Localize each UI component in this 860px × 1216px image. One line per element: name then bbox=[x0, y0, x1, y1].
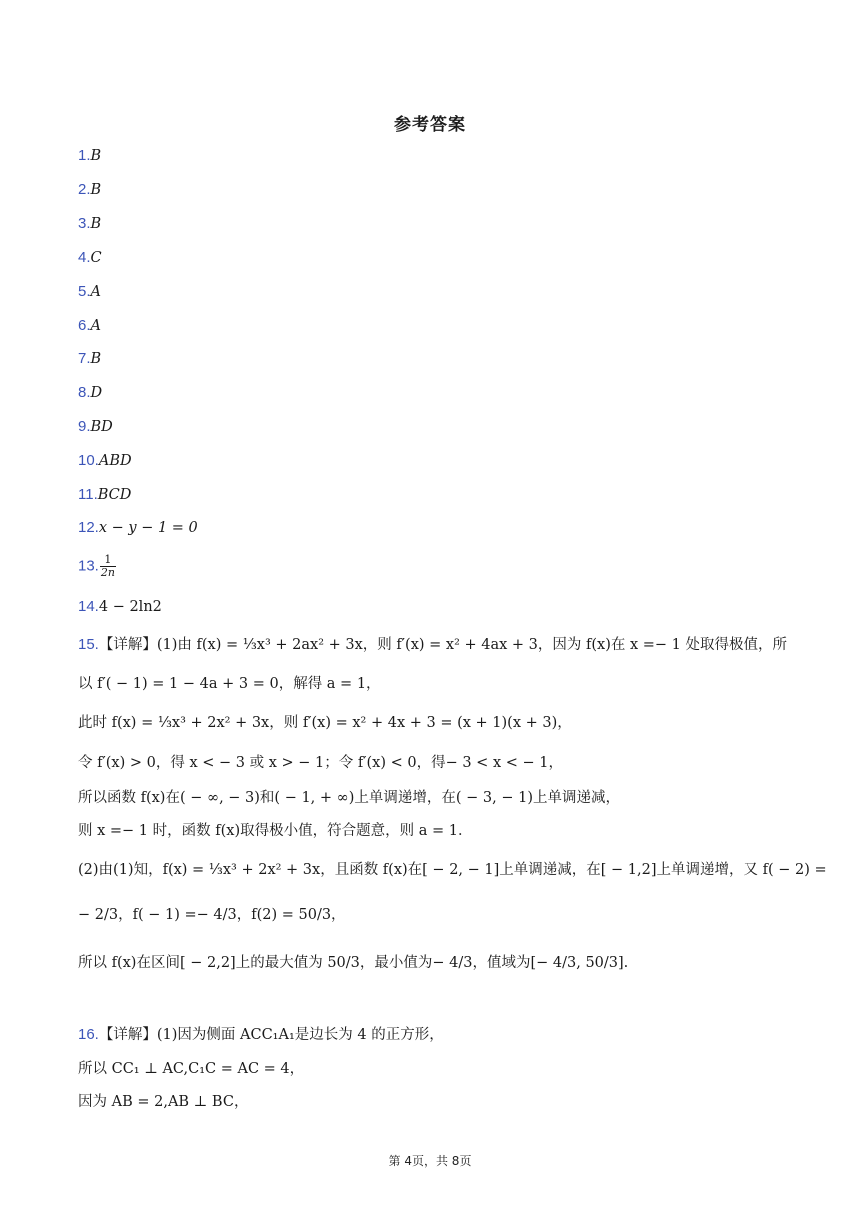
answer-item bbox=[78, 597, 162, 617]
q15-text: 【详解】(1)由 f(x) = ⅓x³ + 2ax² + 3x，则 f′(x) = x² + 4ax + 3，因为 f(x)在 x =− 1 处取得极值，所 bbox=[98, 637, 788, 653]
answer-number: 7. bbox=[78, 350, 91, 367]
answer-value: B bbox=[90, 216, 102, 232]
answer-item bbox=[78, 282, 101, 302]
answer-item bbox=[78, 485, 131, 505]
answer-number: 11. bbox=[78, 486, 98, 503]
answer-number: 10. bbox=[78, 452, 99, 469]
answer-item bbox=[78, 518, 198, 538]
answer-number: 3. bbox=[78, 215, 91, 232]
answer-item bbox=[78, 146, 101, 166]
answer-item bbox=[78, 383, 102, 403]
q16-text: 【详解】(1)因为侧面 ACC₁A₁是边长为 4 的正方形， bbox=[98, 1027, 444, 1043]
answer-number: 8. bbox=[78, 384, 91, 401]
answer-value: A bbox=[90, 284, 101, 300]
q15-line: 所以函数 f(x)在( − ∞, − 3)和( − 1, + ∞)上单调递增，在( − 3, − 1)上单调递减， bbox=[78, 790, 620, 806]
q16-line: 所以 CC₁ ⊥ AC,C₁C = AC = 4， bbox=[78, 1061, 305, 1077]
answer-item bbox=[78, 554, 116, 579]
answer-item bbox=[78, 180, 101, 200]
q16-line bbox=[78, 1024, 444, 1046]
answer-number: 14. bbox=[78, 598, 99, 615]
fraction-numerator: 1 bbox=[100, 554, 116, 567]
q16-number: 16. bbox=[78, 1026, 99, 1043]
answer-value: B bbox=[90, 351, 102, 367]
answer-number: 9. bbox=[78, 418, 91, 435]
answer-value: 4 − 2ln2 bbox=[98, 599, 162, 615]
page-footer: 第 4页，共 8页 bbox=[388, 1154, 472, 1168]
q15-line: 所以 f(x)在区间[ − 2,2]上的最大值为 50/3，最小值为− 4/3，值域为[− 4/3, 50/3]. bbox=[78, 955, 629, 971]
answer-number: 1. bbox=[78, 147, 91, 164]
answer-value: x − y − 1 = 0 bbox=[98, 520, 198, 536]
answer-item bbox=[78, 316, 101, 336]
answer-number: 2. bbox=[78, 181, 91, 198]
q15-line: 令 f′(x) > 0，得 x < − 3 或 x > − 1；令 f′(x) < 0，得− 3 < x < − 1， bbox=[78, 755, 563, 771]
answer-number: 13. bbox=[78, 557, 99, 575]
answer-value: C bbox=[90, 250, 102, 266]
answer-item bbox=[78, 417, 113, 437]
answer-value: ABD bbox=[98, 453, 132, 469]
answer-number: 4. bbox=[78, 249, 91, 266]
answer-number: 6. bbox=[78, 317, 91, 334]
answer-value: BD bbox=[90, 419, 113, 435]
answer-item bbox=[78, 451, 132, 471]
answer-item bbox=[78, 248, 102, 268]
fraction-denominator: 2n bbox=[100, 566, 115, 579]
answer-number: 5. bbox=[78, 283, 91, 300]
answer-value: D bbox=[90, 385, 103, 401]
answer-item bbox=[78, 214, 101, 234]
answer-value: B bbox=[90, 182, 102, 198]
answer-value: A bbox=[90, 318, 101, 334]
q15-line: (2)由(1)知，f(x) = ⅓x³ + 2x² + 3x，且函数 f(x)在[ − 2, − 1]上单调递减，在[ − 1,2]上单调递增，又 f( − 2) = bbox=[78, 862, 827, 878]
answer-fraction bbox=[100, 554, 116, 579]
q15-line: 以 f′( − 1) = 1 − 4a + 3 = 0，解得 a = 1， bbox=[78, 676, 381, 692]
q15-line: − 2/3，f( − 1) =− 4/3，f(2) = 50/3， bbox=[78, 907, 346, 923]
q15-line: 此时 f(x) = ⅓x³ + 2x² + 3x，则 f′(x) = x² + 4x + 3 = (x + 1)(x + 3)， bbox=[78, 715, 572, 731]
q15-line bbox=[78, 634, 787, 656]
answer-value: B bbox=[90, 148, 102, 164]
answer-number: 12. bbox=[78, 519, 99, 536]
page-title: 参考答案 bbox=[394, 115, 466, 135]
q15-line: 则 x =− 1 时，函数 f(x)取得极小值，符合题意，则 a = 1． bbox=[78, 823, 473, 839]
answer-value: BCD bbox=[97, 487, 132, 503]
q15-number: 15. bbox=[78, 636, 99, 653]
q16-line: 因为 AB = 2,AB ⊥ BC， bbox=[78, 1094, 249, 1110]
answer-item bbox=[78, 349, 101, 369]
